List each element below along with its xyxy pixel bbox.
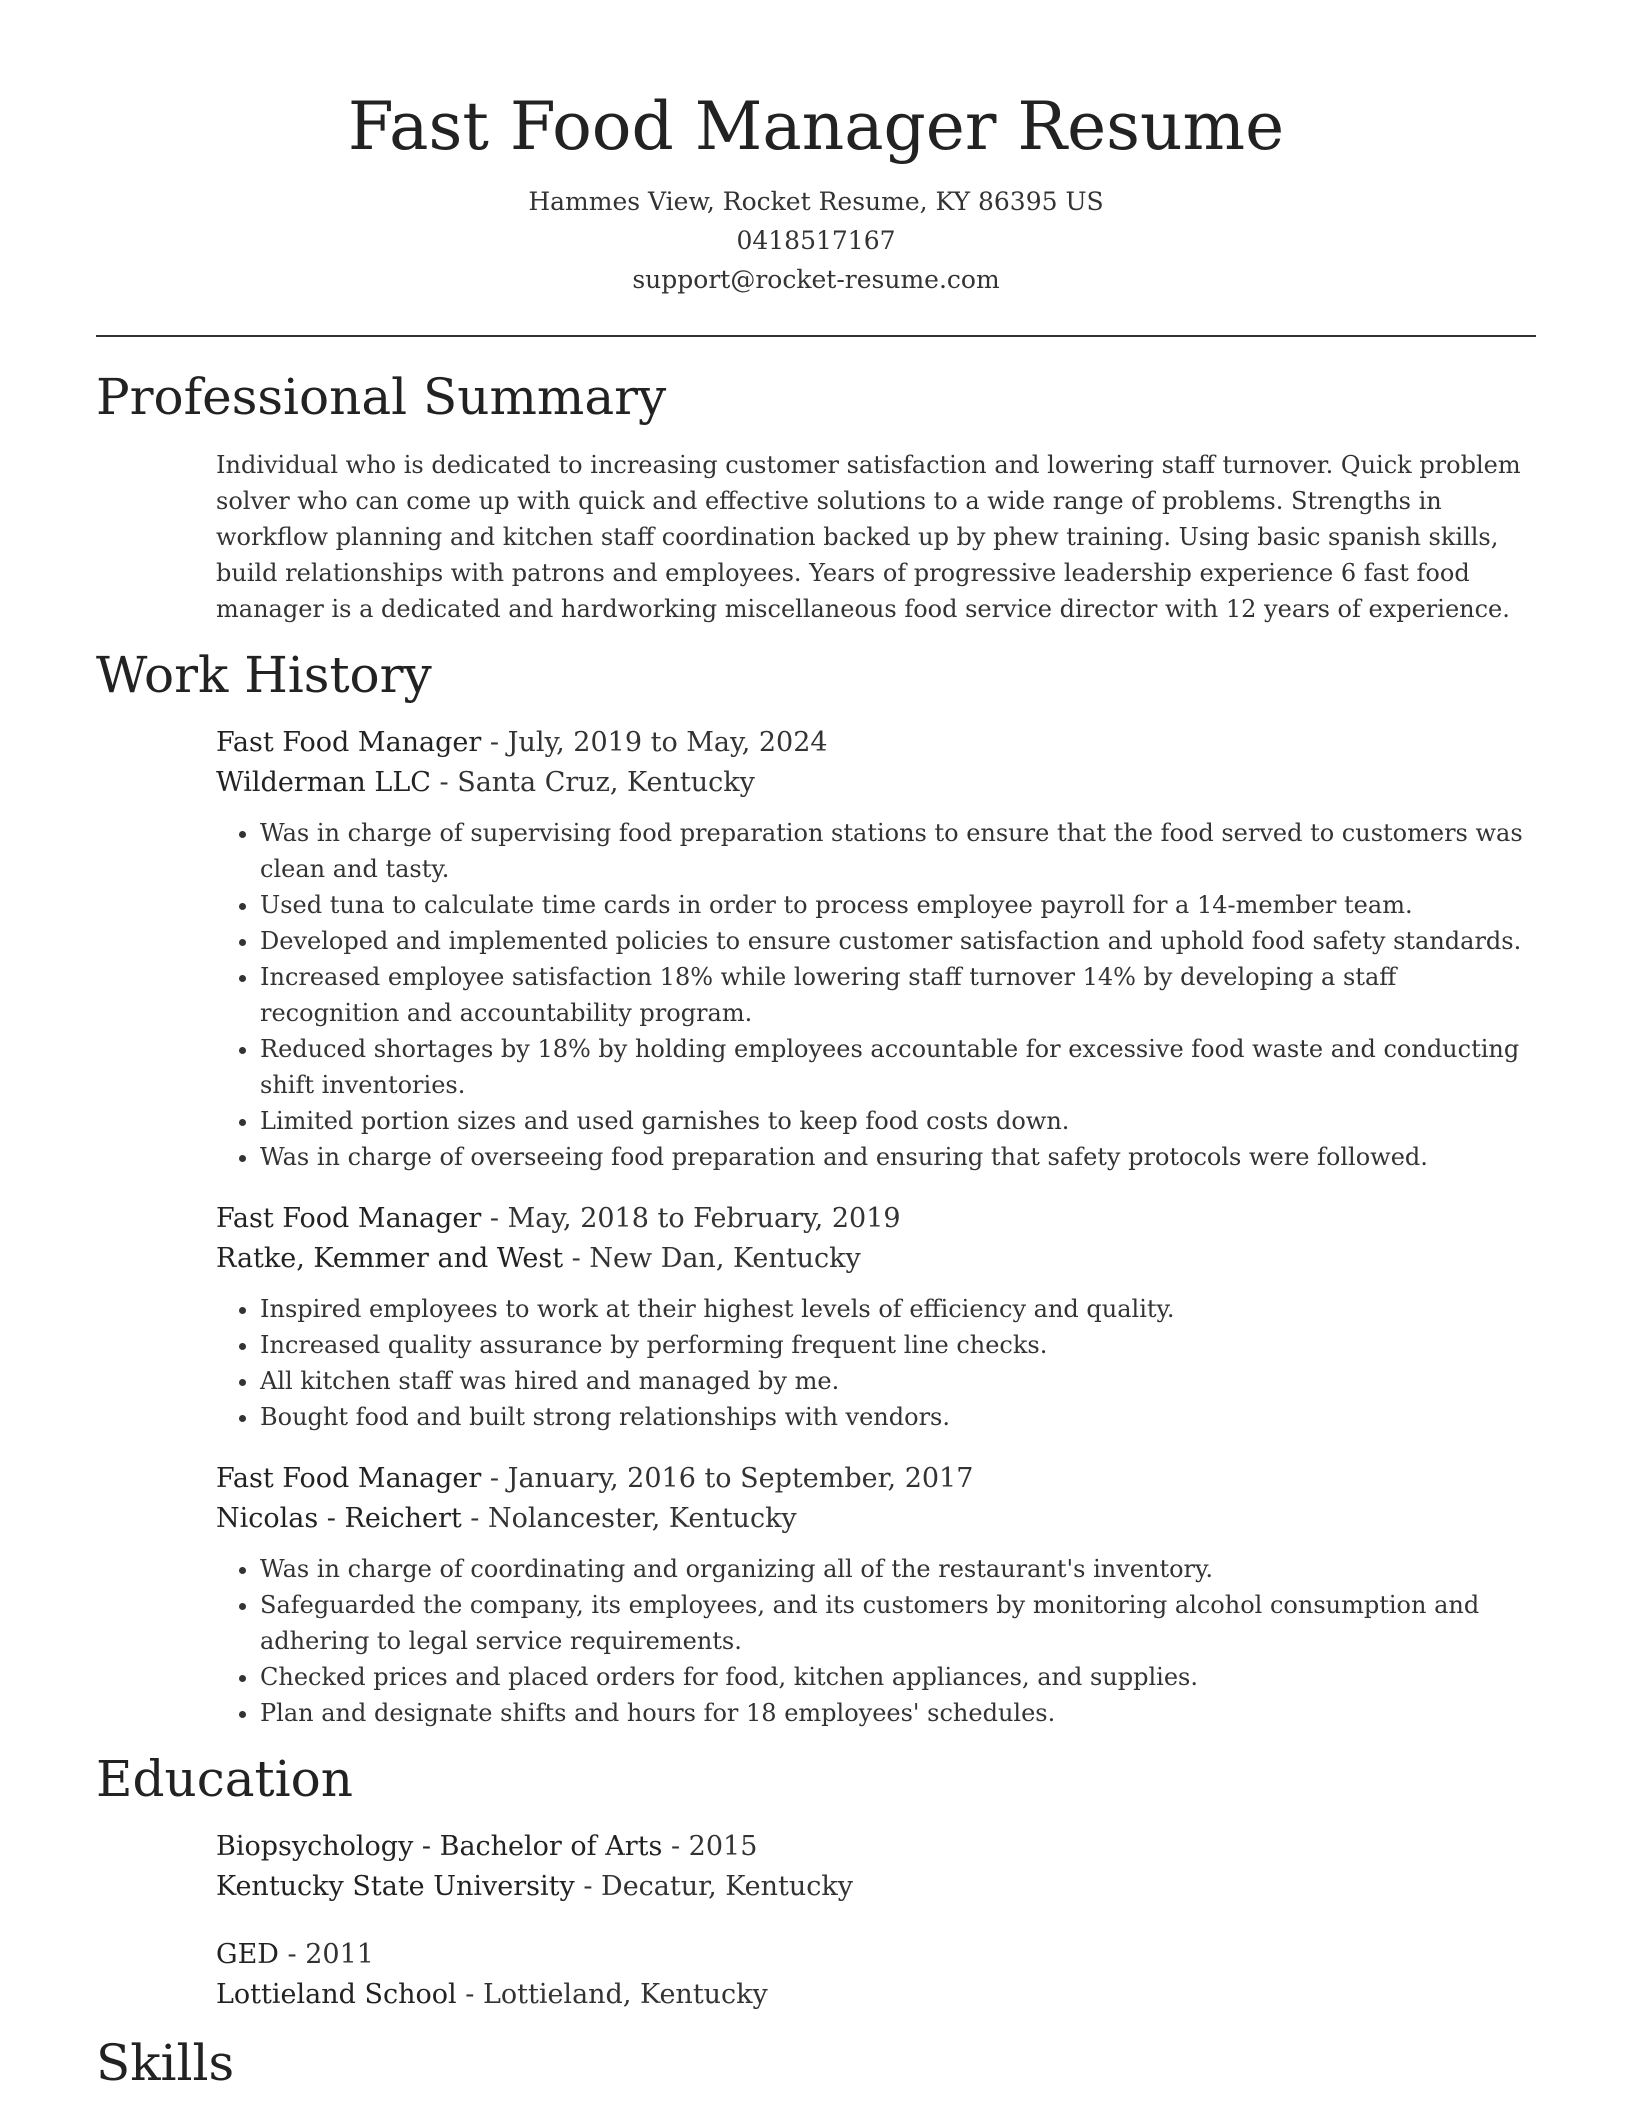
contact-address: Hammes View, Rocket Resume, KY 86395 US	[528, 187, 1104, 216]
education-field: Biopsychology - Bachelor of Arts	[216, 1831, 663, 1862]
job-duties-list	[216, 1291, 1536, 1435]
job-duty: • Was in charge of overseeing food preparation and ensuring that safety protocols were followed.	[260, 1139, 1536, 1175]
contact-email: support@rocket-resume.com	[632, 265, 1000, 294]
job-duty: • Checked prices and placed orders for food, kitchen appliances, and supplies.	[260, 1659, 1536, 1695]
job-duty: • Bought food and built strong relationships with vendors.	[260, 1399, 1536, 1435]
job-dates: May, 2018 to February, 2019	[507, 1203, 901, 1234]
education-entry	[216, 1827, 1536, 1907]
job-company-line: Wilderman LLC - Santa Cruz, Kentucky	[216, 767, 755, 798]
job-duties-list	[216, 815, 1536, 1175]
job-role: Fast Food Manager	[216, 1203, 482, 1234]
contact-phone: 0418517167	[736, 226, 896, 255]
education-degree-line: Biopsychology - Bachelor of Arts - 2015	[216, 1831, 758, 1862]
job-duty: • Developed and implemented policies to ensure customer satisfaction and uphold food safety standards.	[260, 923, 1536, 959]
job-location: Santa Cruz, Kentucky	[457, 767, 755, 798]
job-title-line: Fast Food Manager - May, 2018 to February, 2019	[216, 1203, 901, 1234]
education-school: Lottieland School	[216, 1979, 457, 2010]
education-year: 2015	[688, 1831, 758, 1862]
work-history-heading: Work History	[96, 646, 432, 704]
resume-page	[96, 0, 1536, 2095]
education-entry	[216, 1935, 1536, 2015]
summary-heading: Professional Summary	[96, 368, 667, 426]
summary-text: Individual who is dedicated to increasing customer satisfaction and lowering staff turnover. Quick problem solver who can come up with quick and effective solutions to a wide range of problems. Strengths in workflow planning and kitchen staff coordination backed up by phew training. Using basic spanish skills, build relationships with patrons and employees. Years of progressive leadership experience 6 fast food manager is a dedicated and hardworking miscellaneous food service director with 12 years of experience.	[216, 451, 1521, 623]
job-entry	[216, 723, 1536, 1175]
job-duty: • Safeguarded the company, its employees, and its customers by monitoring alcohol consumption and adhering to legal service requirements.	[260, 1587, 1536, 1659]
job-duty: • Limited portion sizes and used garnishes to keep food costs down.	[260, 1103, 1536, 1139]
job-company: Nicolas - Reichert	[216, 1503, 462, 1534]
job-duty: • Increased quality assurance by performing frequent line checks.	[260, 1327, 1536, 1363]
job-dates: July, 2019 to May, 2024	[507, 727, 828, 758]
education-field: GED	[216, 1939, 279, 1970]
job-entry	[216, 1459, 1536, 1731]
job-location: New Dan, Kentucky	[589, 1243, 861, 1274]
job-duty: • Inspired employees to work at their highest levels of efficiency and quality.	[260, 1291, 1536, 1327]
job-title-line: Fast Food Manager - July, 2019 to May, 2024	[216, 727, 828, 758]
job-role: Fast Food Manager	[216, 1463, 482, 1494]
resume-header	[96, 0, 1536, 299]
job-company-line: Nicolas - Reichert - Nolancester, Kentucky	[216, 1503, 797, 1534]
job-title-line: Fast Food Manager - January, 2016 to September, 2017	[216, 1463, 974, 1494]
summary-section	[96, 365, 1536, 627]
job-dates: January, 2016 to September, 2017	[507, 1463, 974, 1494]
skills-section	[96, 2031, 1536, 2095]
resume-title: Fast Food Manager Resume	[347, 88, 1285, 165]
job-duty: • Reduced shortages by 18% by holding employees accountable for excessive food waste and conducting shift inventories.	[260, 1031, 1536, 1103]
education-heading: Education	[96, 1750, 353, 1808]
job-duty: • Was in charge of coordinating and organizing all of the restaurant's inventory.	[260, 1551, 1536, 1587]
job-duty: • Plan and designate shifts and hours for 18 employees' schedules.	[260, 1695, 1536, 1731]
job-role: Fast Food Manager	[216, 727, 482, 758]
job-duty: • Was in charge of supervising food preparation stations to ensure that the food served to customers was clean and tasty.	[260, 815, 1536, 887]
contact-info	[96, 182, 1536, 299]
skills-heading: Skills	[96, 2034, 235, 2092]
job-company-line: Ratke, Kemmer and West - New Dan, Kentucky	[216, 1243, 861, 1274]
education-school-line: Kentucky State University - Decatur, Kentucky	[216, 1871, 854, 1902]
job-duty: • Used tuna to calculate time cards in order to process employee payroll for a 14-member team.	[260, 887, 1536, 923]
job-company: Wilderman LLC	[216, 767, 431, 798]
work-history-section	[96, 643, 1536, 1731]
education-school: Kentucky State University	[216, 1871, 575, 1902]
education-section	[96, 1747, 1536, 2015]
header-divider	[96, 335, 1536, 337]
education-year: 2011	[305, 1939, 374, 1970]
education-location: Decatur, Kentucky	[601, 1871, 854, 1902]
job-duty: • Increased employee satisfaction 18% while lowering staff turnover 14% by developing a staff recognition and accountability program.	[260, 959, 1536, 1031]
job-duties-list	[216, 1551, 1536, 1731]
education-school-line: Lottieland School - Lottieland, Kentucky	[216, 1979, 768, 2010]
job-company: Ratke, Kemmer and West	[216, 1243, 564, 1274]
job-location: Nolancester, Kentucky	[488, 1503, 797, 1534]
job-duty: • All kitchen staff was hired and managed by me.	[260, 1363, 1536, 1399]
education-degree-line: GED - 2011	[216, 1939, 374, 1970]
education-location: Lottieland, Kentucky	[482, 1979, 768, 2010]
job-entry	[216, 1199, 1536, 1435]
